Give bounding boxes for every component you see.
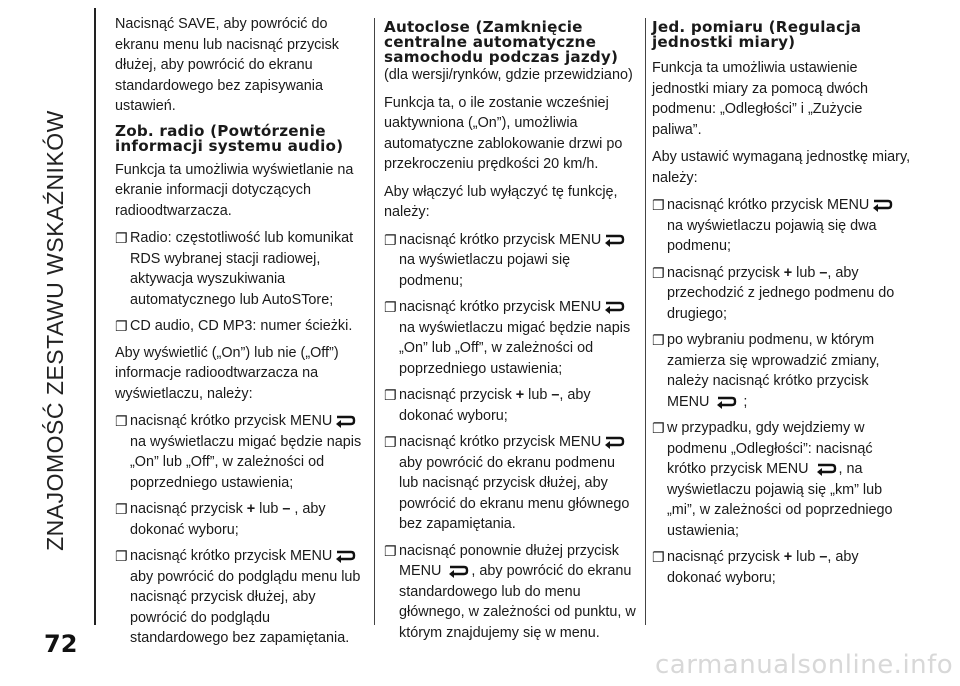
section-heading: Jed. pomiaru (Regulacja jednostki miary) bbox=[652, 18, 862, 51]
bullet-icon: ❐ bbox=[652, 264, 665, 281]
paragraph: Funkcja ta umożliwia wyświetlanie na ekranie informacji dotyczących radioodtwarzacza. bbox=[115, 161, 354, 219]
bullet-icon: ❐ bbox=[115, 501, 128, 517]
plus-symbol: + bbox=[783, 264, 793, 281]
minus-symbol: – bbox=[819, 549, 828, 565]
list-item: ❐ nacisnąć krótko przycisk MENU aby powrócić do ekranu podmenu lub nacisnąć przycisk dłużej, aby powrócić do ekranu menu głównego bez zapamiętania. bbox=[384, 432, 638, 535]
bullet-icon: ❐ bbox=[384, 434, 397, 450]
column-1 bbox=[115, 14, 367, 655]
paragraph: Aby wyświetlić („On”) lub nie („Off”) informacje radioodtwarzacza na wyświetlaczu, należy: bbox=[115, 344, 339, 402]
bullet-icon: ❐ bbox=[115, 230, 128, 246]
list-item: ❐ nacisnąć krótko przycisk MENU na wyświetlaczu pojawią się dwa podmenu; bbox=[652, 195, 914, 257]
list-item: ❐ nacisnąć krótko przycisk MENU aby powrócić do podglądu menu lub nacisnąć przycisk dłużej, aby powrócić do podglądu standardowego bez zapamiętania. bbox=[115, 546, 367, 649]
menu-return-arrow-icon bbox=[603, 300, 625, 314]
section-heading: Zob. radio (Powtórzenie informacji systemu audio) bbox=[115, 121, 344, 155]
bullet-icon: ❐ bbox=[652, 332, 665, 348]
section-subtitle: (dla wersji/rynków, gdzie przewidziano) bbox=[384, 67, 633, 83]
column-divider-1 bbox=[374, 18, 375, 625]
bullet-icon: ❐ bbox=[384, 542, 397, 559]
column-2 bbox=[384, 14, 638, 649]
list-item: ❐ nacisnąć krótko przycisk MENU na wyświetlaczu migać będzie napis „On” lub „Off”, w zależności od poprzedniego ustawienia; bbox=[115, 411, 367, 493]
sidebar-title-text: ZNAJOMOŚĆ ZESTAWU WSKAŹNIKÓW bbox=[41, 109, 68, 551]
minus-symbol: – bbox=[282, 501, 291, 517]
bullet-icon: ❐ bbox=[652, 420, 665, 436]
sidebar-rule bbox=[94, 8, 96, 625]
list-item: ❐ w przypadku, gdy wejdziemy w podmenu „Odległości”: nacisnąć krótko przycisk MENU , na wyświetlaczu pojawią się „km” lub „mi”, w zależności od poprzedniego ustawienia; bbox=[652, 418, 914, 541]
list-item: ❐ nacisnąć przycisk + lub –, aby dokonać wyboru; bbox=[384, 385, 638, 426]
menu-return-arrow-icon bbox=[815, 462, 837, 476]
paragraph: Funkcja ta, o ile zostanie wcześniej uaktywniona („On”), umożliwia automatyczne zablokowanie drzwi po przekroczeniu prędkości 20 km/h. bbox=[384, 94, 623, 172]
list-item: ❐ nacisnąć krótko przycisk MENU na wyświetlaczu migać będzie napis „On” lub „Off”, w zależności od poprzedniego ustawienia; bbox=[384, 297, 638, 379]
bullet-icon: ❐ bbox=[384, 299, 397, 315]
minus-symbol: – bbox=[819, 264, 828, 281]
bullet-icon: ❐ bbox=[652, 549, 665, 565]
watermark: carmanualsonline.info bbox=[655, 650, 954, 680]
list-item: ❐ nacisnąć przycisk + lub –, aby dokonać wyboru; bbox=[652, 547, 914, 588]
paragraph: Funkcja ta umożliwia ustawienie jednostki miary za pomocą dwóch podmenu: „Odległości” i „Zużycie paliwa”. bbox=[652, 60, 868, 138]
page-number: 72 bbox=[44, 630, 78, 658]
bullet-icon: ❐ bbox=[652, 197, 665, 213]
list-item: ❐ nacisnąć przycisk + lub –, aby przechodzić z jednego podmenu do drugiego; bbox=[652, 263, 914, 325]
paragraph: Aby ustawić wymaganą jednostkę miary, należy: bbox=[652, 149, 911, 186]
menu-return-arrow-icon bbox=[603, 233, 625, 247]
paragraph: Aby włączyć lub wyłączyć tę funkcję, należy: bbox=[384, 183, 618, 220]
list-item: ❐ Radio: częstotliwość lub komunikat RDS wybranej stacji radiowej, aktywacja wyszukiwania automatycznego lub AutoSTore; bbox=[115, 228, 367, 310]
section-heading: Autoclose (Zamknięcie centralne automatyczne samochodu podczas jazdy) bbox=[384, 18, 619, 66]
column-3 bbox=[652, 14, 914, 594]
paragraph: Nacisnąć SAVE, aby powrócić do ekranu menu lub nacisnąć przycisk dłużej, aby powrócić do ekranu standardowego bez zapisywania ustawień. bbox=[115, 16, 339, 114]
menu-return-arrow-icon bbox=[447, 564, 469, 578]
plus-symbol: + bbox=[515, 387, 525, 403]
plus-symbol: + bbox=[246, 501, 256, 517]
column-divider-2 bbox=[645, 18, 646, 625]
bullet-icon: ❐ bbox=[384, 387, 397, 403]
bullet-icon: ❐ bbox=[115, 318, 128, 334]
bullet-icon: ❐ bbox=[115, 548, 128, 564]
menu-return-arrow-icon bbox=[334, 414, 356, 428]
list-item: ❐ CD audio, CD MP3: numer ścieżki. bbox=[115, 316, 367, 337]
list-item: ❐ po wybraniu podmenu, w którym zamierza się wprowadzić zmiany, należy nacisnąć krótko przycisk MENU ; bbox=[652, 330, 914, 412]
menu-return-arrow-icon bbox=[871, 198, 893, 212]
minus-symbol: – bbox=[551, 387, 560, 403]
bullet-icon: ❐ bbox=[384, 231, 397, 248]
plus-symbol: + bbox=[783, 549, 793, 565]
list-item: ❐ nacisnąć przycisk + lub – , aby dokonać wyboru; bbox=[115, 499, 367, 540]
list-item: ❐ nacisnąć krótko przycisk MENU na wyświetlaczu pojawi się podmenu; bbox=[384, 230, 638, 292]
menu-return-arrow-icon bbox=[603, 435, 625, 449]
menu-return-arrow-icon bbox=[334, 549, 356, 563]
list-item: ❐ nacisnąć ponownie dłużej przycisk MENU , aby powrócić do ekranu standardowego lub do menu głównego, w zależności od punktu, w którym znajdujemy się w menu. bbox=[384, 541, 638, 644]
sidebar-section-title bbox=[28, 30, 82, 630]
bullet-icon: ❐ bbox=[115, 413, 128, 429]
menu-return-arrow-icon bbox=[715, 395, 737, 409]
